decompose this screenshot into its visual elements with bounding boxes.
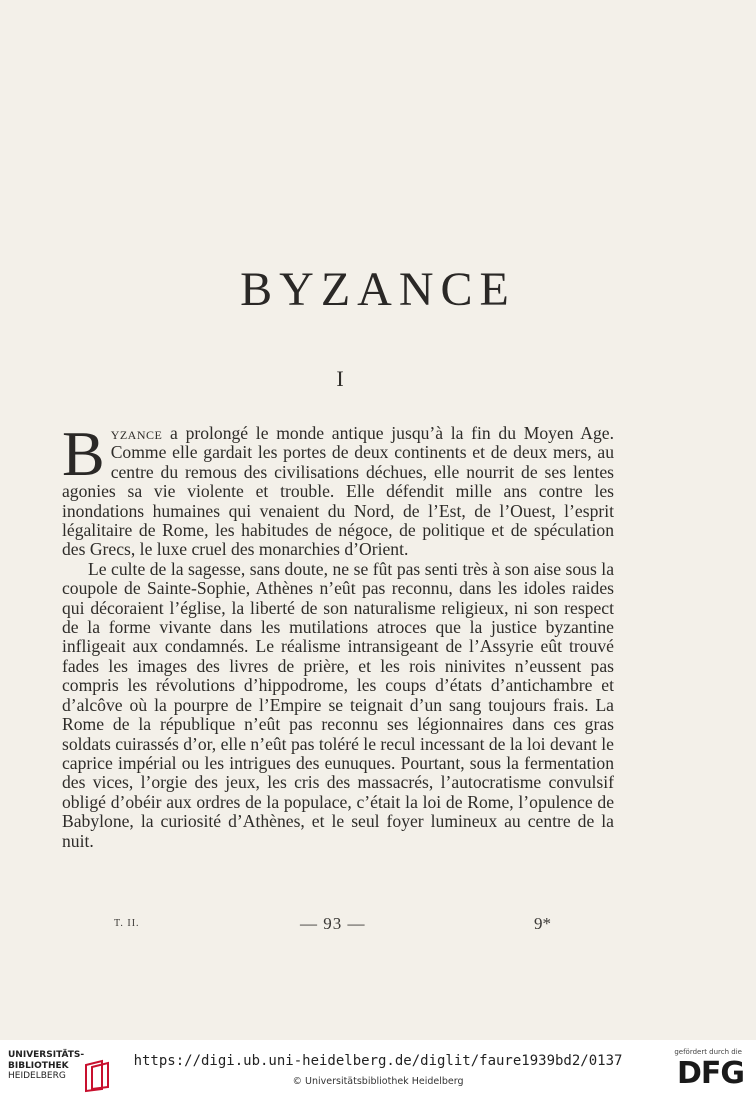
library-name-line2: BIBLIOTHEK	[8, 1060, 69, 1071]
copyright-notice: © Universitätsbibliothek Heidelberg	[292, 1076, 464, 1087]
body-text	[62, 418, 614, 851]
drop-cap: B	[62, 418, 105, 489]
chapter-number: I	[336, 366, 344, 391]
signature-mark: 9*	[534, 914, 551, 933]
page-footer	[0, 912, 756, 942]
permalink-url[interactable]: https://digi.ub.uni-heidelberg.de/diglit/faure1939bd2/0137	[133, 1053, 623, 1069]
funded-by-label: gefördert durch die	[674, 1048, 742, 1056]
dfg-logo[interactable]: DFG	[676, 1056, 744, 1091]
library-name-line3: HEIDELBERG	[8, 1071, 66, 1081]
page-title: BYZANCE	[240, 263, 516, 316]
paragraph-1-text: a prolongé le monde antique jusqu’à la fin du Moyen Age. Comme elle gardait les portes de deux continents et de deux mers, au centre du remous des civilisations déchues, elle nourrit de ses lentes agonies sa vie violente et trouble. Elle défendit mille ans contre les inondations humaines qui venaient du Nord, de l’Est, de l’Ouest, l’esprit légalitaire de Rome, les habitudes de négoce, de politique et de spéculation des Grecs, le luxe cruel des monarchies d’Orient.	[62, 423, 614, 560]
volume-mark: T. II.	[114, 918, 140, 929]
page-number: — 93 —	[300, 914, 366, 933]
first-word-rest: yzance	[110, 423, 163, 443]
paragraph-1	[62, 418, 614, 560]
paragraph-2: Le culte de la sagesse, sans doute, ne se fût pas senti très à son aise sous la coupole de Sainte-Sophie, Athènes n’eût pas reconnu, dans les idoles raides qui décoraient l’église, la liberté de son naturalisme religieux, ni son respect de la forme vivante dans les mutilations atroces que la justice byzantine infligeait aux condamnés. Le réalisme intransigeant de l’Assyrie eût trouvé fades les images des livres de prière, et les rois ninivites n’eussent pas compris les révolutions d’hippodrome, les coups d’états d’antichambre et d’alcôve où la pourpre de l’Empire se teignait d’un sang toujours frais. La Rome de la république n’eût pas reconnu ses légionnaires dans ces gras soldats cuirassés d’or, elle n’eût pas toléré le recul incessant de la loi devant le caprice impérial ou les intrigues des eunuques. Pourtant, sous la fermentation des vices, l’orgie des jeux, les cris des massacrés, l’autocratisme convulsif obligé d’obéir aux ordres de la populace, c’était la loi de Rome, l’opulence de Babylone, la curiosité d’Athènes, et le seul foyer lumineux au centre de la nuit.	[62, 558, 614, 851]
viewer-footer-bar	[0, 1040, 756, 1097]
library-name-line1: UNIVERSITÄTS-	[8, 1050, 85, 1060]
